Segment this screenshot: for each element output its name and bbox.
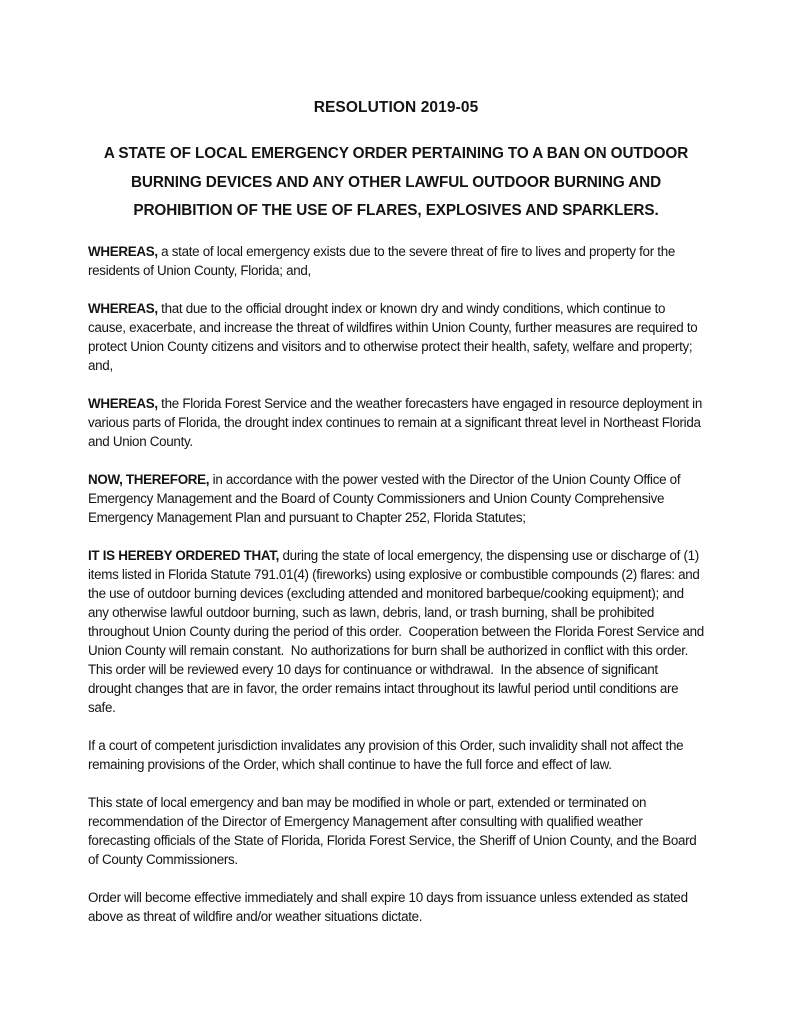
document-title-line-3: PROHIBITION OF THE USE OF FLARES, EXPLOSIVES AND SPARKLERS. (133, 202, 659, 219)
resolution-number: RESOLUTION 2019-05 (313, 99, 479, 116)
paragraph-text: This state of local emergency and ban may be modified in whole or part, extended or terminated on recommendation of the Director of Emergency Management after consulting with qualified weather forecasting officials of the State of Florida, Florida Forest Service, the Sheriff of Union County, and the Board of County Commissioners. (88, 794, 700, 867)
document-title-line-2: BURNING DEVICES AND ANY OTHER LAWFUL OUTDOOR BURNING AND (130, 173, 662, 191)
paragraph-whereas-2 (88, 299, 704, 375)
paragraph-effective-date (88, 888, 704, 926)
paragraph-lead: NOW, THEREFORE, (88, 471, 210, 487)
paragraph-lead: WHEREAS, (88, 300, 158, 316)
paragraph-severability (88, 736, 704, 774)
paragraph-text: during the state of local emergency, the dispensing use or discharge of (1) items listed in Florida Statute 791.01(4) (fireworks) using explosive or combustible compounds (2) flares: and the use of outdoor burning devices (excluding attended and monitored barbeque/cooking equipment); and any otherwise lawful outdoor burning, such as lawn, debris, land, or trash burning, shall be prohibited throughout Union County during the period of this order. Cooperation between the Florida Forest Service and Union County will remain constant. No authorizations for burn shall be authorized in conflict with this order. This order will be reviewed every 10 days for continuance or withdrawal. In the absence of significant drought changes that are in favor, the order remains intact throughout its lawful period until conditions are safe. (88, 547, 708, 715)
paragraph-text: that due to the official drought index or known dry and windy conditions, which continue to cause, exacerbate, and increase the threat of wildfires within Union County, further measures are required to protect Union County citizens and visitors and to otherwise protect their health, safety, welfare and property; and, (88, 300, 701, 373)
paragraph-lead: IT IS HEREBY ORDERED THAT, (88, 547, 280, 563)
paragraph-text: a state of local emergency exists due to the severe threat of fire to lives and property for the residents of Union County, Florida; and, (88, 243, 679, 278)
paragraph-lead: WHEREAS, (88, 395, 158, 411)
paragraph-whereas-3 (88, 394, 704, 451)
paragraph-whereas-1 (88, 242, 704, 280)
document-title (88, 140, 704, 226)
paragraph-text: If a court of competent jurisdiction invalidates any provision of this Order, such invalidity shall not affect the remaining provisions of the Order, which shall continue to have the full force and effect of law. (88, 737, 687, 772)
paragraph-text: the Florida Forest Service and the weather forecasters have engaged in resource deployment in various parts of Florida, the drought index continues to remain at a significant threat level in Northeast Florida and Union County. (88, 395, 706, 449)
paragraph-text: Order will become effective immediately and shall expire 10 days from issuance unless extended as stated above as threat of wildfire and/or weather situations dictate. (88, 889, 692, 924)
paragraph-modification (88, 793, 704, 869)
paragraph-text: in accordance with the power vested with the Director of the Union County Office of Emergency Management and the Board of County Commissioners and Union County Comprehensive Emergency Management Plan and pursuant to Chapter 252, Florida Statutes; (88, 471, 684, 525)
document-title-line-1: A STATE OF LOCAL EMERGENCY ORDER PERTAINING TO A BAN ON OUTDOOR (103, 145, 689, 162)
paragraph-now-therefore (88, 470, 704, 527)
paragraph-ordered (88, 546, 708, 717)
document-body (88, 242, 708, 926)
paragraph-lead: WHEREAS, (88, 243, 158, 259)
